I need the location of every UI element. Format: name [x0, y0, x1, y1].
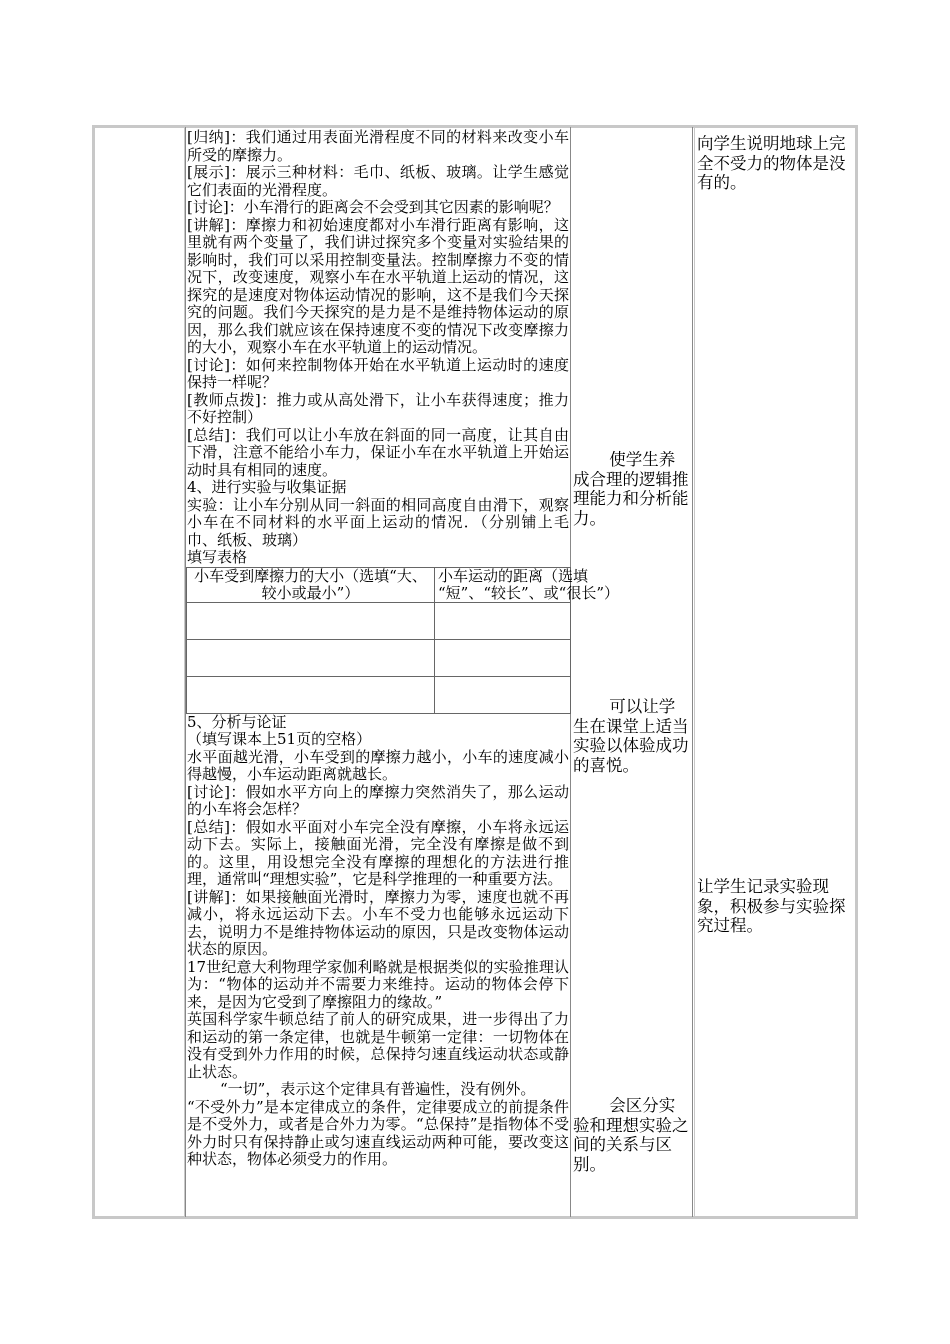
paragraph-discussion-factors: [讨论]：小车滑行的距离会不会受到其它因素的影响呢？ — [187, 198, 559, 216]
paragraph-discussion-speed: [讨论]：如何来控制物体开始在水平轨道上运动时的速度保持一样呢？ — [187, 355, 569, 391]
intent-success-joy: 可以让学生在课堂上适当实验以体验成功的喜悦。 — [573, 697, 689, 775]
paragraph-teacher-hint: [教师点拨]：推力或从高处滑下，让小车获得速度；推力不好控制） — [187, 390, 569, 426]
table-cell[interactable] — [435, 639, 571, 676]
table-cell[interactable] — [435, 602, 571, 639]
paragraph-fill-table: 填写表格 — [187, 548, 248, 566]
paragraph-discussion-no-friction: [讨论]：假如水平方向上的摩擦力突然消失了，那么运动的小车将会怎样？ — [187, 782, 569, 818]
table-cell[interactable] — [187, 676, 435, 713]
intent-distinguish-experiments: 会区分实验和理想实验之间的关系与区别。 — [573, 1096, 689, 1174]
heading-step-5: 5、分析与论证 — [187, 712, 287, 731]
note-record-phenomena: 让学生记录实验现象，积极参与实验探究过程。 — [697, 877, 846, 935]
table-row — [187, 602, 571, 639]
paragraph-summary-incline: [总结]：我们可以让小车放在斜面的同一高度，让其自由下滑，注意不能给小车力，保证小车在水平轨道上开始运动时具有相同的速度。 — [187, 425, 569, 479]
column-stage — [95, 127, 185, 1217]
paragraph-textbook-note: （填写课本上51页的空格） — [187, 730, 372, 748]
table-header-row — [187, 567, 571, 602]
table-cell[interactable] — [187, 602, 435, 639]
table-row — [187, 639, 571, 676]
paragraph-explanation-variables: [讲解]：摩擦力和初始速度都对小车滑行距离有影响，这里就有两个变量了，我们讲过探究多个变量对实验结果的影响时，我们可以采用控制变量法。控制摩擦力不变的情况下，改变速度，观察小车在水平轨道上运动的情况，这探究的是速度对物体运动情况的影响，这不是我们今天探究的问题。我们今天探究的是力是不是维持物体运动的原因，那么我们就应该在保持速度不变的情况下改变摩擦力的大小，观察小车在水平轨道上的运动情况。 — [187, 215, 569, 356]
experiment-table — [186, 566, 620, 714]
header-friction-size: 小车受到摩擦力的大小（选填“大、较小或最小”） — [187, 567, 435, 602]
header-distance-line1: 小车运动的距离（选填 — [438, 566, 589, 585]
intent-logic-reasoning: 使学生养成合理的逻辑推理能力和分析能力。 — [573, 450, 689, 528]
table-cell[interactable] — [187, 639, 435, 676]
header-distance-line2: “短”、“较长”、或“很长”） — [438, 583, 620, 602]
header-distance — [435, 566, 620, 602]
heading-step-4: 4、进行实验与收集证据 — [187, 478, 347, 496]
paragraph-newton-law: 英国科学家牛顿总结了前人的研究成果，进一步得出了力和运动的第一条定律，也就是牛顿第一定律：一切物体在没有受到外力作用的时候，总保持匀速直线运动状态或静止状态。 — [187, 1010, 569, 1081]
teaching-content — [187, 128, 620, 1169]
column-notes — [694, 127, 855, 1217]
paragraph-conditions: “不受外力”是本定律成立的条件，定律要成立的前提条件是不受外力，或者是合外力为零。“总保持”是指物体不受外力时只有保持静止或匀速直线运动两种可能，要改变这种状态，物体必须受力的作用。 — [187, 1097, 569, 1168]
note-earth-forces: 向学生说明地球上完全不受力的物体是没有的。 — [697, 134, 846, 192]
paragraph-show-materials: [展示]：展示三种材料：毛巾、纸板、玻璃。让学生感觉它们表面的光滑程度。 — [187, 163, 569, 199]
paragraph-explanation-force: [讲解]：如果接触面光滑时，摩擦力为零，速度也就不再减小，将永远运动下去。小车不受力也能够永远运动下去，说明力不是维持物体运动的原因，只是改变物体运动状态的原因。 — [187, 887, 569, 958]
paragraph-summary-friction: [归纳]：我们通过用表面光滑程度不同的材料来改变小车所受的摩擦力。 — [187, 128, 569, 164]
paragraph-galileo: 17世纪意大利物理学家伽利略就是根据类似的实验推理认为：“物体的运动并不需要力来维持。运动的物体会停下来，是因为它受到了摩擦阻力的缘故。” — [187, 957, 569, 1011]
column-design-intent — [571, 127, 693, 1217]
paragraph-summary-ideal-experiment: [总结]：假如水平面对小车完全没有摩擦，小车将永远运动下去。实际上，接触面光滑，完全没有摩擦是做不到的。这里，用设想完全没有摩擦的理想化的方法进行推理，通常叫“理想实验”，它是科学推理的一种重要方法。 — [187, 817, 569, 888]
paragraph-experiment: 实验：让小车分别从同一斜面的相同高度自由滑下，观察小车在不同材料的水平面上运动的情况．（分别铺上毛巾、纸板、玻璃） — [187, 495, 569, 549]
paragraph-conclusion-smooth: 水平面越光滑，小车受到的摩擦力越小，小车的速度减小得越慢，小车运动距离就越长。 — [187, 747, 569, 783]
table-row — [187, 676, 571, 713]
table-cell[interactable] — [435, 676, 571, 713]
paragraph-all: “一切”，表示这个定律具有普遍性，没有例外。 — [220, 1080, 536, 1098]
